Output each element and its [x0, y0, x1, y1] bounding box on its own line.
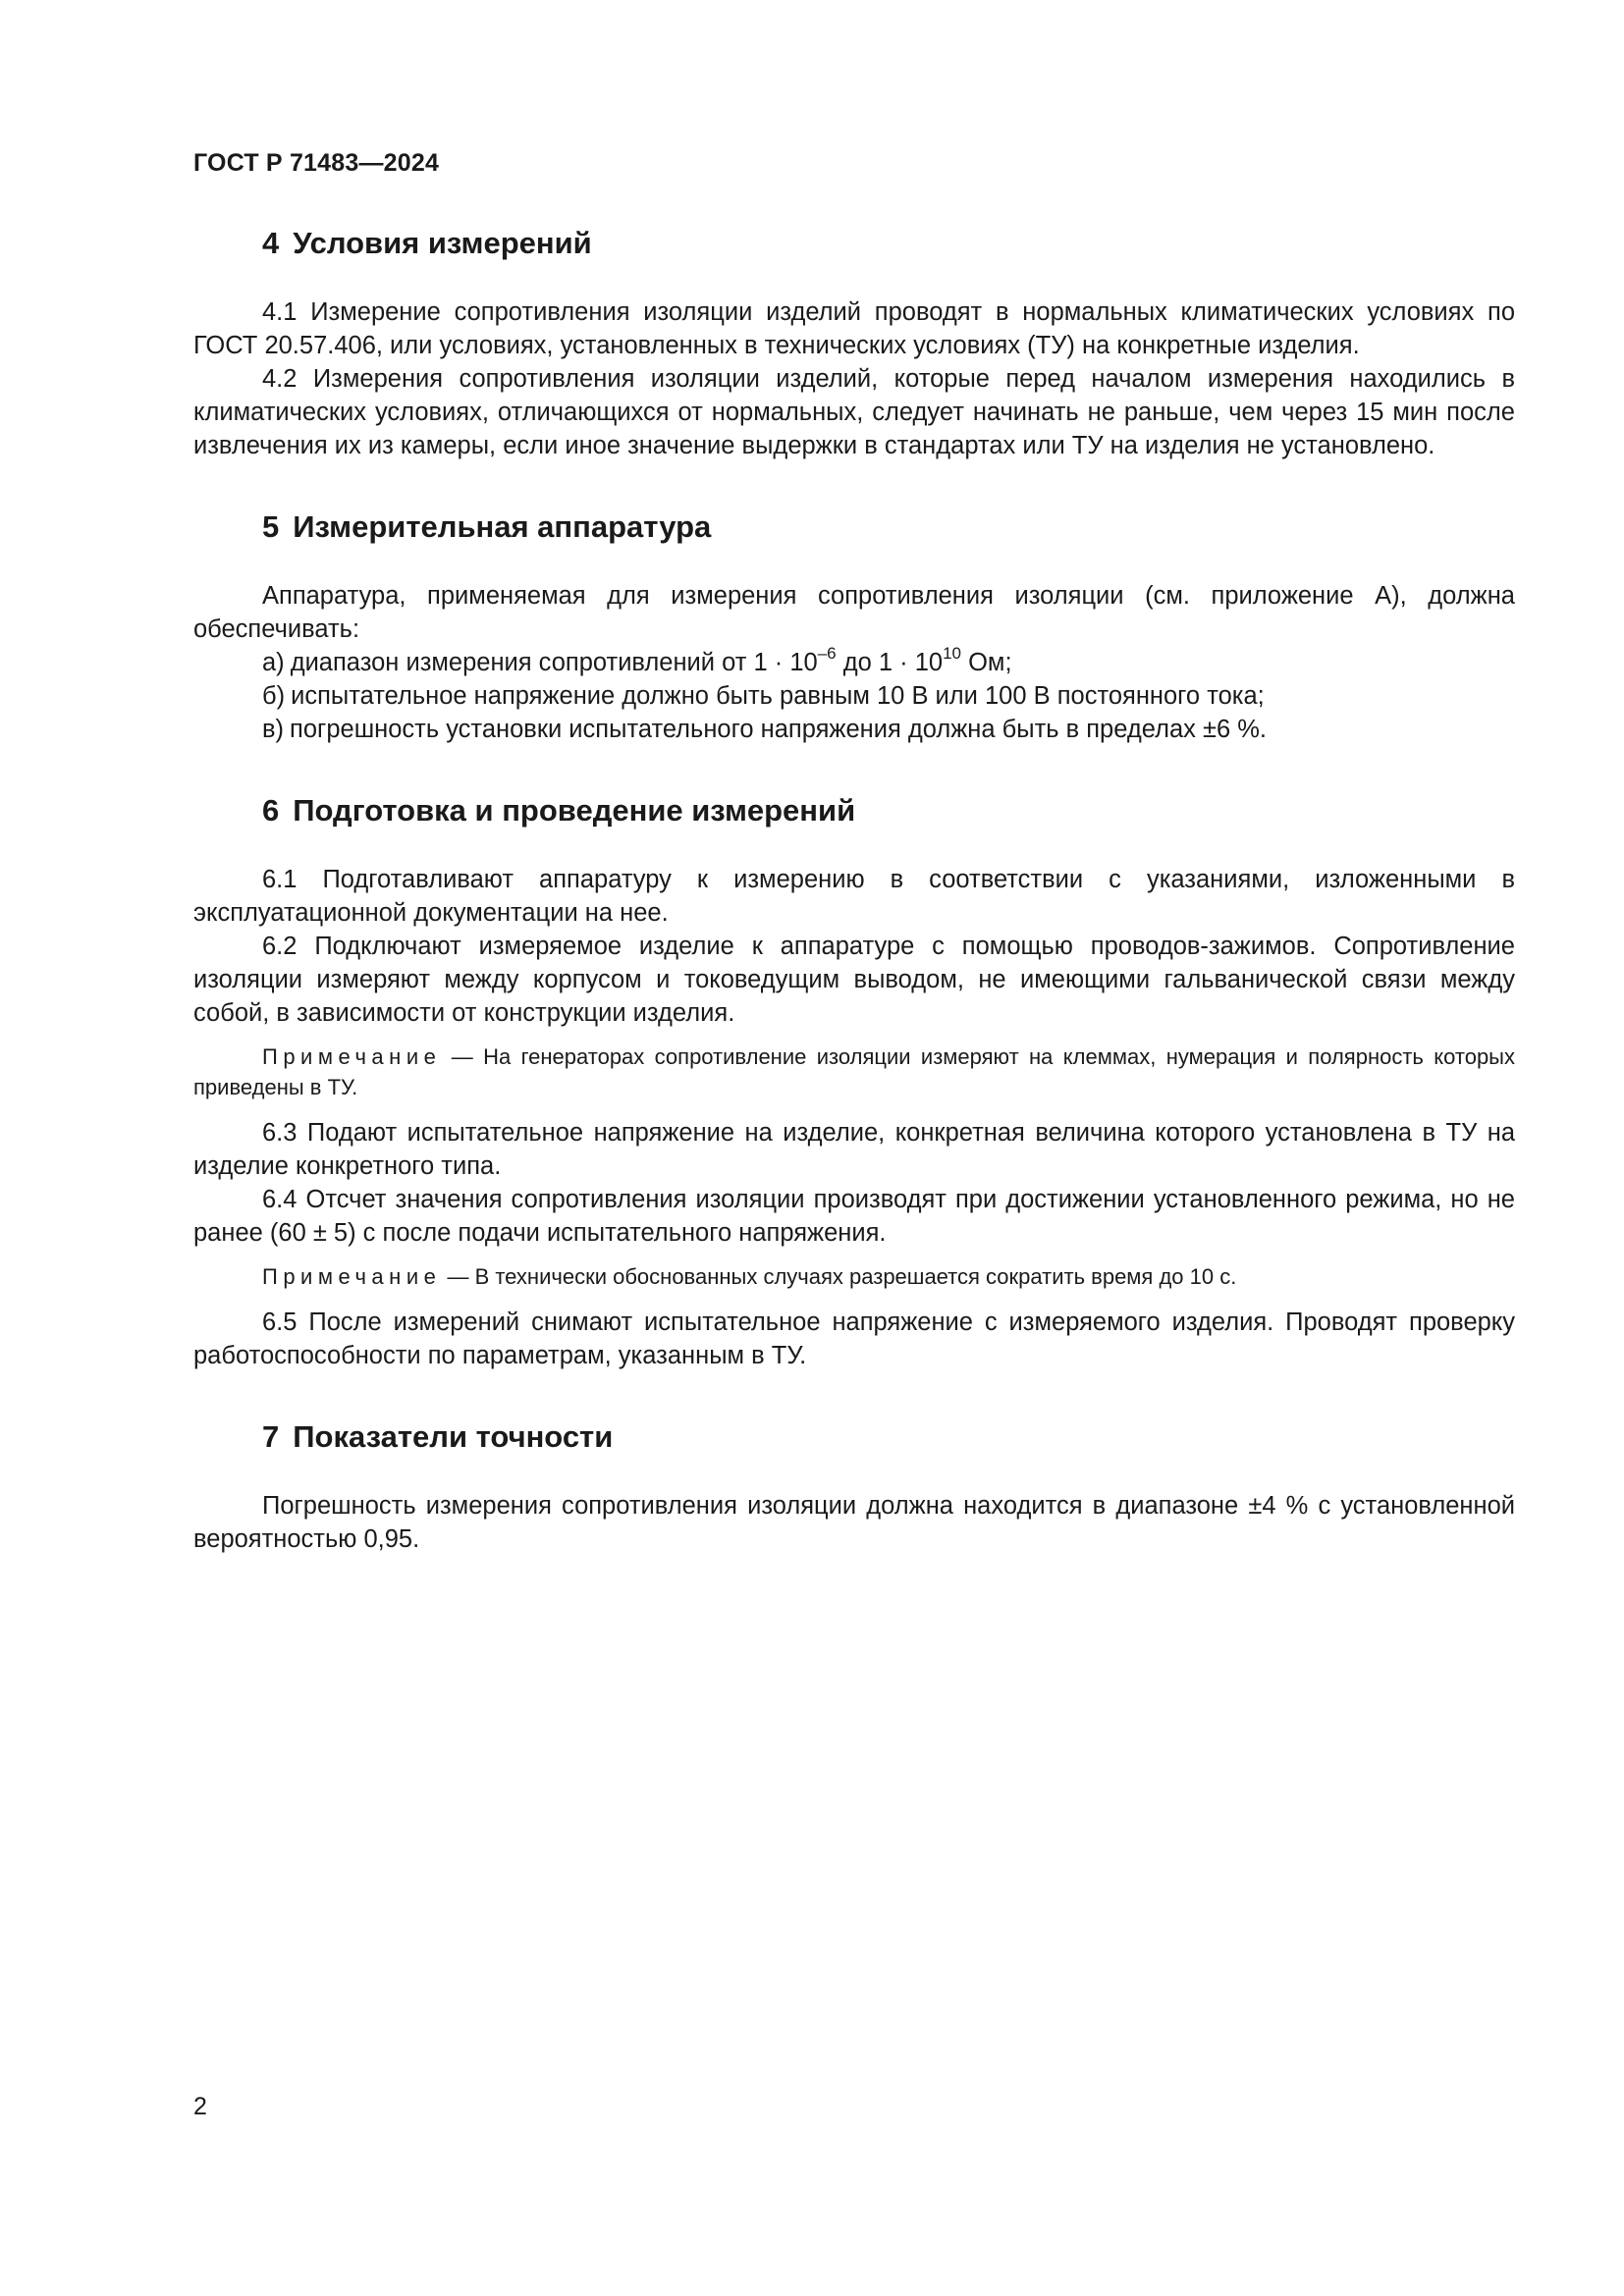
paragraph-4-1: 4.1 Измерение сопротивления изоляции изделий проводят в нормальных климатических условиях по ГОСТ 20.57.406, или условиях, установленных в технических условиях (ТУ) на конкретные изделия. [193, 298, 1515, 359]
list-item-a-mark: а) [262, 649, 285, 676]
section-5-heading [193, 507, 1515, 547]
list-item-b [193, 679, 1515, 713]
section-4-heading [193, 224, 1515, 263]
list-item-c-text: погрешность установки испытательного напряжения должна быть в пределах ±6 %. [290, 716, 1267, 743]
paragraph-6-4: 6.4 Отсчет значения сопротивления изоляции производят при достижении установленного режима, но не ранее (60 ± 5) с после подачи испытательного напряжения. [193, 1186, 1515, 1247]
list-item-a [193, 643, 1515, 679]
paragraph-6-1: 6.1 Подготавливают аппаратуру к измерению в соответствии с указаниями, изложенными в эксплуатационной документации на нее. [193, 866, 1515, 927]
section-6-number: 6 [262, 793, 280, 828]
list-item-a-text-after: Ом; [961, 649, 1012, 676]
note-1-text: — На генераторах сопротивление изоляции измеряют на клеммах, нумерация и полярность которых приведены в ТУ. [193, 1044, 1515, 1099]
paragraph-7-1: Погрешность измерения сопротивления изоляции должна находится в диапазоне ±4 % с установленной вероятностью 0,95. [193, 1492, 1515, 1553]
section-7-heading [193, 1417, 1515, 1457]
list-item-b-mark: б) [262, 682, 286, 710]
note-1 [193, 1041, 1515, 1102]
note-2 [193, 1261, 1515, 1292]
note-2-text: — В технически обоснованных случаях разрешается сократить время до 10 с. [441, 1264, 1237, 1289]
page-number: 2 [193, 2093, 207, 2120]
paragraph-6-2: 6.2 Подключают измеряемое изделие к аппаратуре с помощью проводов-зажимов. Сопротивление изоляции измеряют между корпусом и токоведущим выводом, не имеющими гальванической связи между собой, в зависимости от конструкции изделия. [193, 933, 1515, 1027]
list-item-a-exponent-1: –6 [817, 643, 837, 663]
paragraph-6-3: 6.3 Подают испытательное напряжение на изделие, конкретная величина которого установлена в ТУ на изделие конкретного типа. [193, 1119, 1515, 1180]
note-2-label: Примечание [262, 1264, 442, 1289]
section-6-heading [193, 791, 1515, 830]
list-item-a-exponent-2: 10 [943, 643, 961, 663]
document-body [193, 224, 1515, 1556]
section-5-number: 5 [262, 509, 280, 544]
section-5-title: Измерительная аппаратура [293, 509, 712, 544]
paragraph-6-5: 6.5 После измерений снимают испытательное напряжение с измеряемого изделия. Проводят проверку работоспособности по параметрам, указанным в ТУ. [193, 1308, 1515, 1369]
paragraph-4-2: 4.2 Измерения сопротивления изоляции изделий, которые перед началом измерения находились в климатических условиях, отличающихся от нормальных, следует начинать не раньше, чем через 15 мин после извлечения их из камеры, если иное значение выдержки в стандартах или ТУ на изделия не установлено. [193, 365, 1515, 459]
section-4-number: 4 [262, 226, 280, 260]
list-item-b-text: испытательное напряжение должно быть равным 10 В или 100 В постоянного тока; [291, 682, 1265, 710]
section-6-title: Подготовка и проведение измерений [293, 793, 856, 828]
list-item-c [193, 713, 1515, 746]
list-item-a-text-middle: до 1 · 10 [836, 649, 944, 676]
list-item-c-mark: в) [262, 716, 285, 743]
section-7-number: 7 [262, 1419, 280, 1454]
section-7-title: Показатели точности [293, 1419, 614, 1454]
note-1-label: Примечание [262, 1044, 442, 1069]
document-id-header: ГОСТ Р 71483—2024 [193, 149, 440, 177]
list-item-a-text-before: диапазон измерения сопротивлений от 1 · 10 [290, 649, 818, 676]
section-4-title: Условия измерений [293, 226, 592, 260]
paragraph-5-intro: Аппаратура, применяемая для измерения сопротивления изоляции (см. приложение А), должна обеспечивать: [193, 582, 1515, 643]
